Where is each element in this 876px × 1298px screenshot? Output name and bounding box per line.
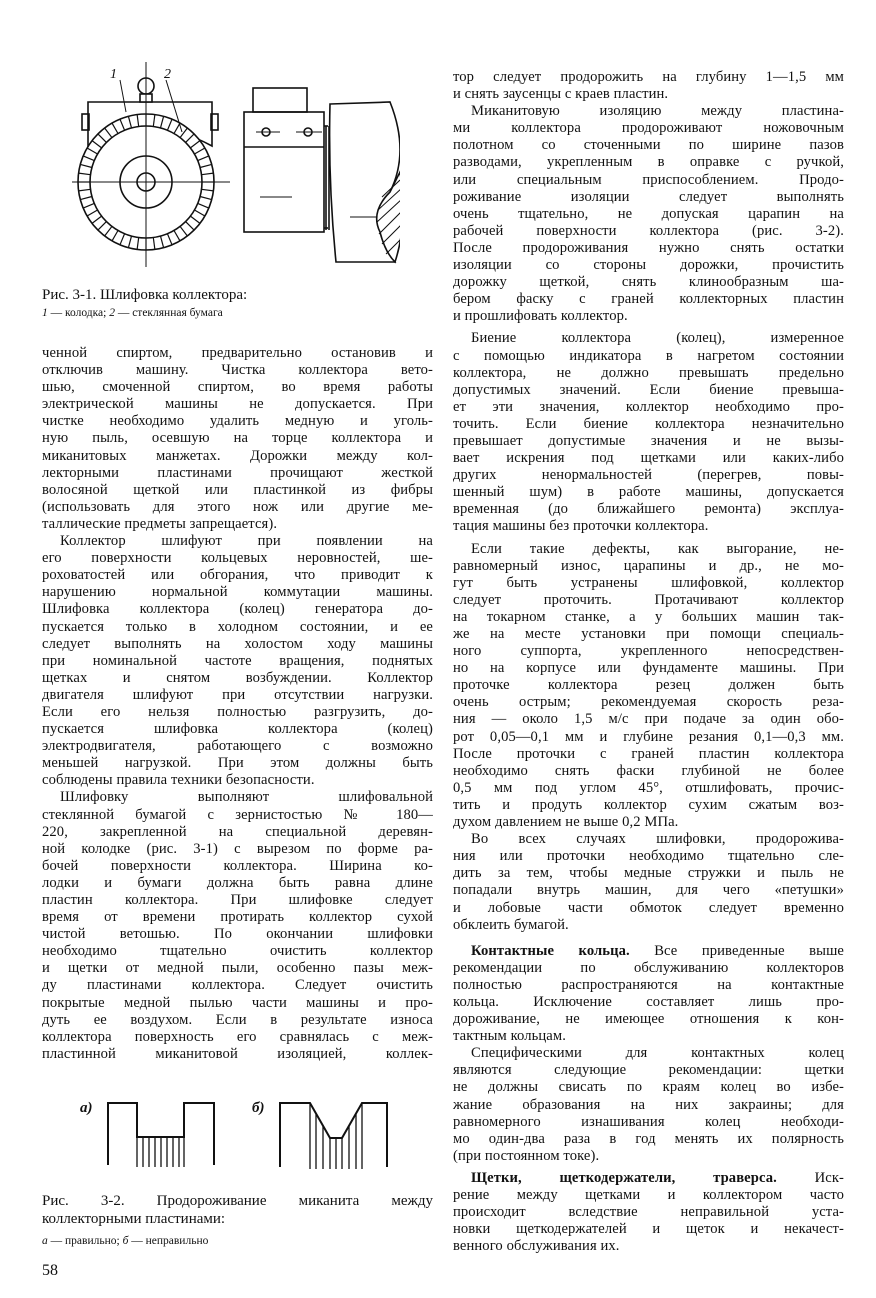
text-line: необходимо снять фаски глубиной не более [453, 762, 844, 779]
text-line: лекторными пластинами прочищают жесткой [42, 464, 433, 481]
text-line: ду пластинами коллектора. Следует очистить [42, 977, 433, 994]
text-line: электрической машины не допускается. При [42, 396, 433, 413]
text-line: Если его нельзя полностью разгрузить, до- [42, 703, 433, 720]
legend-text: — неправильно [128, 1235, 209, 1247]
text-line: коллектора, не должно превышать предельно [453, 364, 844, 381]
paragraph-heading: Щетки, щеткодержатели, траверса. [471, 1169, 777, 1186]
text-line: рекомендации по обслуживанию коллекторов [453, 959, 844, 976]
text-line: происходит вследствие неправильной уста- [453, 1204, 844, 1221]
figure-3-1-caption: Рис. 3-1. Шлифовка коллектора: [42, 287, 248, 303]
text-line: мо один-два раза в год менять их полярность [453, 1130, 844, 1147]
text-line: дороживание, не имеющее отношения к кон- [453, 1011, 844, 1028]
figure-3-2-micanite-undercutting [80, 1090, 400, 1185]
text-line: временная (до ближайшего ремонта) эксплуа- [453, 501, 844, 518]
text-line: следует выполнять на холостом ходу машины [42, 635, 433, 652]
text-line: коллектора поверхность его сравнялась с меж- [42, 1028, 433, 1045]
text-line: вает искрения под щетками или каких-либо [453, 450, 844, 467]
text-line: Миканитовую изоляцию между пластина- [471, 103, 844, 120]
legend-num: 2 [109, 307, 115, 319]
text-line: духом давлением не выше 0,2 МПа. [453, 814, 679, 831]
text-line: с помощью индикатора в нагретом состоянии [453, 347, 844, 364]
text-line: рабочей поверхности коллектора (рис. 3-2). [453, 222, 844, 239]
page-number: 58 [42, 1262, 58, 1279]
text-line: тор следует продорожить на глубину 1—1,5 мм [453, 69, 844, 85]
paragraph [453, 1045, 844, 1165]
figure-3-2-legend [42, 1235, 208, 1247]
text-line: ния или проточки необходимо тщательно сле- [453, 848, 844, 865]
text-line: ет эти значения, коллектор необходимо про- [453, 398, 844, 415]
text-line: пластинной миканитовой изоляцией, коллек- [42, 1045, 433, 1062]
text-line: ного суппорта, укрепленного непосредствен- [453, 643, 844, 660]
text-line: нарушению нормальной коммутации машины. [42, 584, 433, 601]
figure-3-1-commutator-grinding [60, 62, 400, 282]
paragraph [453, 1170, 844, 1255]
text-line: рот 0,05—0,1 мм и глубине резания 0,1—0,3 мм. [453, 728, 844, 745]
text-line: дорожку щеткой, снять клинообразным ша- [453, 274, 844, 291]
text-line: ми коллектора продороживают ножовочным [453, 120, 844, 137]
text-line: новки щеткодержателей и щеток и некачест- [453, 1221, 844, 1238]
text-line: шью, смоченной спиртом, во время работы [42, 379, 433, 396]
text-line: 220, закрепленной на специальной деревян- [42, 823, 433, 840]
text-line: превышает допустимые значения и не вызы- [453, 432, 844, 449]
text-line: необходимо тщательно очистить коллектор [42, 943, 433, 960]
text-line: пластин коллектора. При шлифовке следует [42, 892, 433, 908]
text-line: пускается шлифовка коллектора (колец) [42, 721, 433, 738]
text-line: равномерный износ, царапины и др., не мо- [453, 557, 844, 574]
legend-text: — колодка; [47, 307, 110, 319]
text-line: чистой ветошью. По окончании шлифовки [42, 926, 433, 943]
figure-3-2-caption-line2: коллекторными пластинами: [42, 1211, 226, 1227]
figure-3-2-caption-line1: Рис. 3-2. Продороживание миканита между [42, 1193, 433, 1209]
text-line: время от времени протирать коллектор сухой [42, 909, 433, 926]
text-line: кольца. Исключение составляет лишь про- [453, 993, 844, 1010]
text-line: соблюдены правила техники безопасности. [42, 772, 315, 789]
text-line: не должны свисать по краям колец во избе- [453, 1079, 844, 1096]
text-line: ную пыль, осевшую на торце коллектора и [42, 430, 433, 447]
text-line: дуть ее воздухом. Если в результате износа [42, 1011, 433, 1028]
text-line: Специфическими для контактных колец [471, 1045, 844, 1062]
text-line: же на месте установки при помощи специаль- [453, 626, 844, 642]
text-line [453, 943, 844, 960]
text-line: на токарном станке, а у больших машин так- [453, 608, 844, 625]
text-line: щетках и снятом возбуждении. Коллектор [42, 669, 433, 686]
text-line [453, 1170, 844, 1187]
figure-3-1-legend [42, 307, 223, 319]
legend-text: — стеклянная бумага [114, 307, 223, 319]
text-line: покрытые медной пылью части машины и про- [42, 994, 433, 1011]
text-line: и прошлифовать коллектор. [453, 308, 628, 325]
text-line: тить и продуть коллектор сухим сжатым воз- [453, 796, 844, 813]
text-line: и лобовые части обмоток следует временно [453, 899, 844, 916]
text-line: лодки и бумаги должна быть равна длине [42, 874, 433, 891]
text-line: следует проточить. Протачивают коллектор [453, 591, 844, 608]
commutator-front-view [72, 62, 230, 267]
text-line: После продороживания нужно снять остатки [453, 239, 844, 256]
text-line: или специальным приспособлением. Продо- [453, 171, 844, 188]
text-line: шенный шум) в работе машины, допускается [453, 484, 844, 501]
text-line: тактным кольцам. [453, 1028, 566, 1045]
text-run: Все приведенные выше [629, 942, 844, 959]
legend-num: а [42, 1235, 48, 1247]
text-line: жание образования на них закраины; для [453, 1096, 844, 1113]
right-text-column [453, 69, 844, 1255]
text-line: гут быть устранены шлифовкой, коллектор [453, 574, 844, 591]
text-line: стеклянной бумагой с зернистостью № 180— [42, 806, 433, 823]
legend-text: — правильно; [47, 1235, 123, 1247]
text-line: допустимых значений. Если биение превыша- [453, 381, 844, 398]
paragraph [42, 789, 433, 1063]
legend-num: б [122, 1235, 129, 1247]
text-line: при номинальной частоте вращения, поднятых [42, 652, 433, 669]
paragraph [453, 103, 844, 325]
label-2: 2 [164, 67, 171, 82]
text-line: чистке необходимо удалить медную и уголь- [42, 413, 433, 430]
text-line: роховатостей или обгорания, что приводит к [42, 567, 433, 584]
text-line: но на корпусе или фундаменте машины. При [453, 660, 844, 677]
text-line: таллические предметы запрещается). [42, 515, 278, 532]
paragraph [453, 831, 844, 934]
text-line: ной колодке (рис. 3-1) с вырезом по форме ра- [42, 840, 433, 857]
text-run: Иск- [776, 1169, 844, 1186]
paragraph [453, 943, 844, 1046]
text-line: обклеить бумагой. [453, 916, 569, 933]
text-line: пускается только в холодном состоянии, и ее [42, 618, 433, 635]
text-line: Если такие дефекты, как выгорание, не- [471, 540, 844, 557]
paragraph [453, 541, 844, 832]
incorrect-undercut [252, 1100, 387, 1169]
text-line: (при постоянном токе). [453, 1147, 600, 1164]
text-line: разводами, укрепленным в оправке с ручкой, [453, 154, 844, 171]
label-b: б) [252, 1100, 265, 1116]
text-line: дить за тем, чтобы медные стружки и пыль не [453, 865, 844, 882]
text-line: Шлифовка коллектора (колец) генератора до- [42, 601, 433, 618]
text-line: венного обслуживания их. [453, 1238, 620, 1255]
text-line: полностью распространяются на контактные [453, 976, 844, 993]
correct-undercut [80, 1100, 214, 1167]
text-line: (использовать для этого нож или другие ме- [42, 498, 433, 515]
paragraph [453, 69, 844, 103]
text-line: двигателя шлифуют при отсутствии нагрузки. [42, 686, 433, 703]
text-line: миканитовых манжетах. Дорожки между кол- [42, 447, 433, 464]
left-text-column [42, 345, 433, 1063]
text-line: ченной спиртом, предварительно остановив и [42, 345, 433, 361]
text-line: тация машины без проточки коллектора. [453, 518, 709, 535]
paragraph [42, 533, 433, 789]
text-line: и снять заусенцы с краев пластин. [453, 86, 669, 103]
paragraph [42, 345, 433, 533]
text-line: волосяной щеткой или пластинкой из фибры [42, 481, 433, 498]
text-line: Шлифовку выполняют шлифовальной [60, 789, 433, 806]
text-line: Биение коллектора (колец), измеренное [471, 330, 844, 347]
label-a: а) [80, 1100, 93, 1116]
text-line: электродвигателя, работающего с возможно [42, 738, 433, 755]
text-line: являются следующие рекомендации: щетки [453, 1062, 844, 1079]
text-line: очень острым; рекомендуемая скорость реза- [453, 694, 844, 711]
text-line: отключив машину. Чистка коллектора вето- [42, 362, 433, 379]
text-line: После проточки с граней пластин коллектора [453, 745, 844, 762]
text-line: попадали внутрь машин, для чего «петушки» [453, 882, 844, 899]
commutator-side-view [244, 88, 400, 262]
text-line: бером фаску с граней коллекторных пластин [453, 291, 844, 308]
text-line: проточке коллектора резец должен быть [453, 677, 844, 694]
text-line: меньшей нагрузкой. При этом должны быть [42, 755, 433, 772]
text-line: рение между щетками и коллектором часто [453, 1187, 844, 1203]
legend-num: 1 [42, 307, 48, 319]
text-line: роживание изоляции следует выполнять [453, 188, 844, 205]
text-line: и щетки от медной пыли, особенно пазы меж- [42, 960, 433, 977]
text-line: равномерного изнашивания колец необходи- [453, 1113, 844, 1130]
text-line: его поверхности кольцевых неровностей, ше- [42, 550, 433, 567]
text-line: очень тщательно, не допуская царапин на [453, 205, 844, 222]
text-line: изоляции со стороны дорожки, прочистить [453, 257, 844, 274]
text-line: точить. Если биение коллектора незначительно [453, 415, 844, 432]
text-line: ния — около 1,5 м/с при подаче за один обо- [453, 711, 844, 728]
label-1: 1 [110, 67, 117, 82]
text-line: Во всех случаях шлифовки, продорожива- [471, 831, 844, 848]
paragraph-heading: Контактные кольца. [471, 942, 630, 959]
paragraph [453, 330, 844, 535]
text-line: других ненормальностей (перегрев, повы- [453, 467, 844, 484]
text-line: бочей поверхности коллектора. Ширина ко- [42, 857, 433, 874]
text-line: 0,5 мм под углом 45°, отшлифовать, прочис- [453, 779, 844, 796]
text-line: полотном со сточенными по ширине пазов [453, 137, 844, 154]
text-line: Коллектор шлифуют при появлении на [60, 533, 433, 550]
